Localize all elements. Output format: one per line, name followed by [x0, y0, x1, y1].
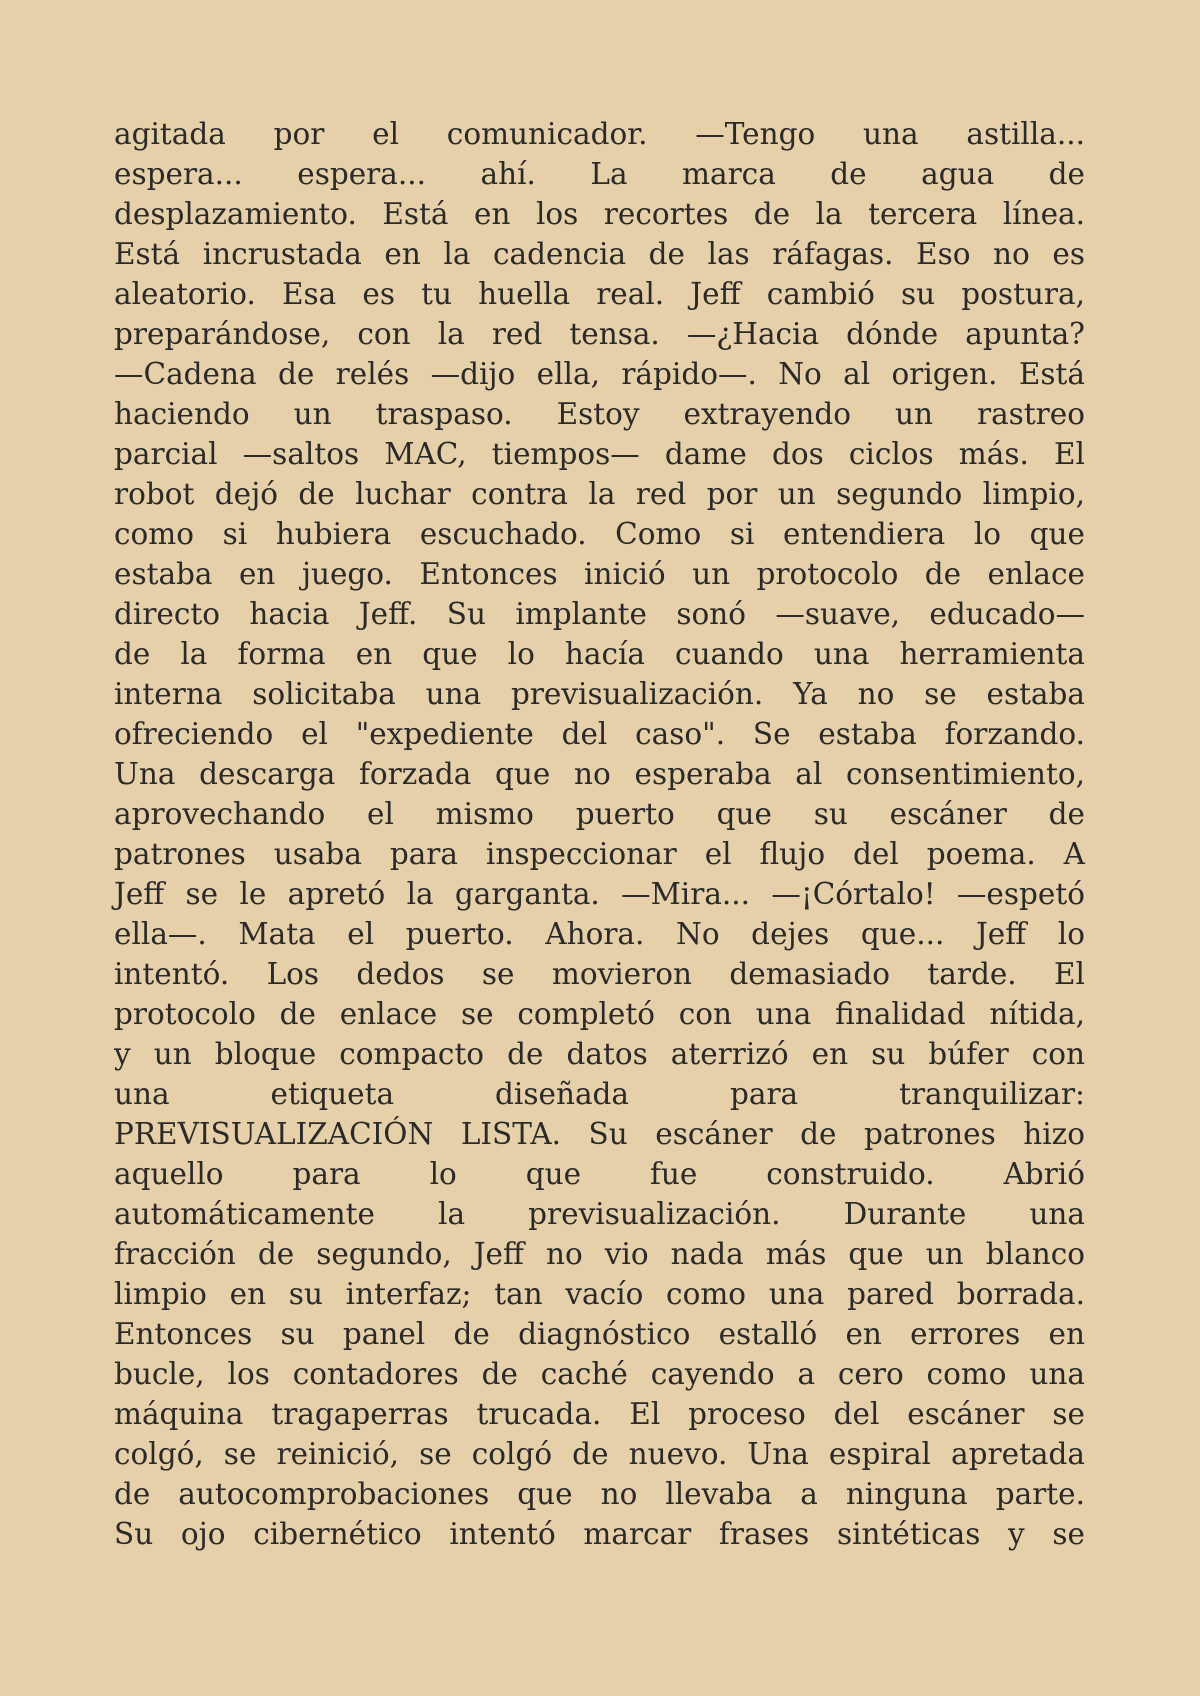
text-line: Entonces su panel de diagnóstico estalló en errores en: [114, 1317, 1085, 1351]
text-line: desplazamiento. Está en los recortes de la tercera línea.: [114, 197, 1085, 231]
text-line: bucle, los contadores de caché cayendo a cero como una: [114, 1357, 1085, 1391]
text-line: ella—. Mata el puerto. Ahora. No dejes que... Jeff lo: [114, 917, 1085, 951]
text-line: agitada por el comunicador. —Tengo una astilla...: [114, 117, 1085, 151]
text-line: protocolo de enlace se completó con una finalidad nítida,: [114, 997, 1085, 1031]
text-line: Está incrustada en la cadencia de las ráfagas. Eso no es: [114, 237, 1085, 271]
text-line: aleatorio. Esa es tu huella real. Jeff cambió su postura,: [114, 277, 1085, 311]
text-line: aquello para lo que fue construido. Abrió: [114, 1157, 1085, 1191]
text-line: —Cadena de relés —dijo ella, rápido—. No al origen. Está: [114, 357, 1085, 391]
text-line: y un bloque compacto de datos aterrizó en su búfer con: [114, 1037, 1085, 1071]
text-line: espera... espera... ahí. La marca de agua de: [114, 157, 1085, 191]
text-line: preparándose, con la red tensa. —¿Hacia dónde apunta?: [114, 317, 1085, 351]
text-line: directo hacia Jeff. Su implante sonó —suave, educado—: [114, 597, 1085, 631]
text-line: parcial —saltos MAC, tiempos— dame dos ciclos más. El: [114, 437, 1085, 471]
text-line: aprovechando el mismo puerto que su escáner de: [114, 797, 1085, 831]
text-line: máquina tragaperras trucada. El proceso del escáner se: [114, 1397, 1085, 1431]
text-line: como si hubiera escuchado. Como si entendiera lo que: [114, 517, 1085, 551]
text-line: Jeff se le apretó la garganta. —Mira... —¡Córtalo! —espetó: [114, 877, 1085, 911]
text-line: colgó, se reinició, se colgó de nuevo. Una espiral apretada: [114, 1437, 1085, 1471]
text-line: limpio en su interfaz; tan vacío como una pared borrada.: [114, 1277, 1085, 1311]
text-line: haciendo un traspaso. Estoy extrayendo un rastreo: [114, 397, 1085, 431]
text-line: interna solicitaba una previsualización. Ya no se estaba: [114, 677, 1085, 711]
text-line: de la forma en que lo hacía cuando una herramienta: [114, 637, 1085, 671]
text-line: Una descarga forzada que no esperaba al consentimiento,: [114, 757, 1085, 791]
text-line: robot dejó de luchar contra la red por un segundo limpio,: [114, 477, 1085, 511]
text-line: estaba en juego. Entonces inició un protocolo de enlace: [114, 557, 1085, 591]
text-line: Su ojo cibernético intentó marcar frases sintéticas y se: [114, 1517, 1085, 1551]
text-line: fracción de segundo, Jeff no vio nada más que un blanco: [114, 1237, 1085, 1271]
body-text: [114, 114, 1085, 1554]
text-line: patrones usaba para inspeccionar el flujo del poema. A: [114, 837, 1085, 871]
text-line: automáticamente la previsualización. Durante una: [114, 1197, 1085, 1231]
text-line: una etiqueta diseñada para tranquilizar:: [114, 1077, 1085, 1111]
text-line: intentó. Los dedos se movieron demasiado tarde. El: [114, 957, 1085, 991]
text-line: ofreciendo el "expediente del caso". Se estaba forzando.: [114, 717, 1085, 751]
text-line: PREVISUALIZACIÓN LISTA. Su escáner de patrones hizo: [114, 1117, 1085, 1151]
text-line: de autocomprobaciones que no llevaba a ninguna parte.: [114, 1477, 1085, 1511]
